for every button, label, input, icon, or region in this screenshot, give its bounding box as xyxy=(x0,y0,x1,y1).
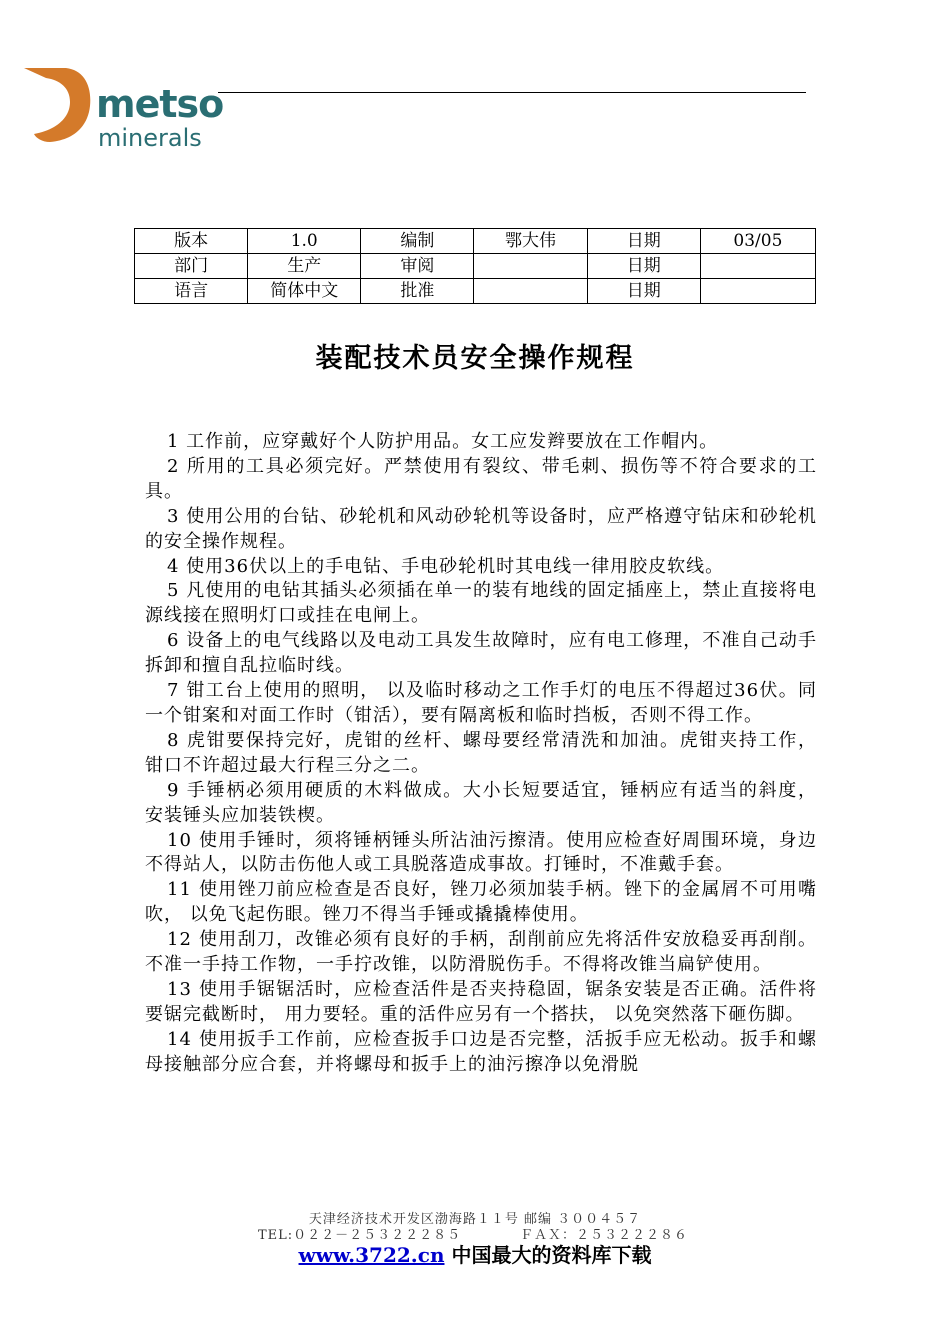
footer-slogan: 中国最大的资料库下载 xyxy=(444,1243,652,1267)
meta-cell: 日期 xyxy=(587,279,700,304)
meta-cell: 简体中文 xyxy=(248,279,361,304)
footer-site-link[interactable]: www.3722.cn xyxy=(298,1243,445,1267)
meta-cell: 批准 xyxy=(361,279,474,304)
meta-cell: 语言 xyxy=(135,279,248,304)
meta-cell xyxy=(474,254,587,279)
document-body xyxy=(145,430,817,1078)
meta-cell: 日期 xyxy=(587,254,700,279)
rule-paragraph: 8 虎钳要保持完好，虎钳的丝杆、螺母要经常清洗和加油。虎钳夹持工作， 钳口不许超过最大行程三分之二。 xyxy=(145,729,817,776)
rule-paragraph: 13 使用手锯锯活时，应检查活件是否夹持稳固，锯条安装是否正确。活件将要锯完截断时， 用力要轻。重的活件应另有一个搭扶， 以免突然落下砸伤脚。 xyxy=(145,978,817,1025)
rule-paragraph: 10 使用手锤时，须将锤柄锤头所沾油污擦清。使用应检查好周围环境，身边不得站人，以防击伤他人或工具脱落造成事故。打锤时，不准戴手套。 xyxy=(145,829,817,876)
header-rule xyxy=(218,92,806,93)
rule-paragraph: 11 使用锉刀前应检查是否良好，锉刀必须加装手柄。锉下的金属屑不可用嘴吹， 以免飞起伤眼。锉刀不得当手锤或撬撬棒使用。 xyxy=(145,879,817,926)
meta-row xyxy=(135,229,816,254)
logo-word-minerals: minerals xyxy=(98,124,202,152)
meta-cell: 编制 xyxy=(361,229,474,254)
meta-cell xyxy=(700,279,815,304)
meta-cell: 03/05 xyxy=(700,229,815,254)
rule-paragraph: 6 设备上的电气线路以及电动工具发生故障时，应有电工修理，不准自己动手拆卸和擅自乱拉临时线。 xyxy=(145,630,817,677)
meta-cell xyxy=(700,254,815,279)
rule-paragraph: 12 使用刮刀，改锥必须有良好的手柄，刮削前应先将活件安放稳妥再刮削。不准一手持工作物，一手拧改锥，以防滑脱伤手。不得将改锥当扁铲使用。 xyxy=(145,929,817,976)
footer-fax: ＦＡＸ：２５３２２２８６ xyxy=(520,1228,689,1243)
rule-paragraph: 3 使用公用的台钻、砂轮机和风动砂轮机等设备时，应严格遵守钻床和砂轮机的安全操作规程。 xyxy=(145,505,817,552)
metso-logo-mark-icon xyxy=(22,66,94,146)
meta-cell: 日期 xyxy=(587,229,700,254)
rule-paragraph: 2 所用的工具必须完好。严禁使用有裂纹、带毛刺、损伤等不符合要求的工具。 xyxy=(145,455,817,502)
meta-cell: 部门 xyxy=(135,254,248,279)
footer-address: 天津经济技术开发区渤海路１１号 邮编 ３００４５７ xyxy=(308,1212,642,1227)
meta-cell: 鄂大伟 xyxy=(474,229,587,254)
rule-paragraph: 9 手锤柄必须用硬质的木料做成。大小长短要适宜，锤柄应有适当的斜度， 安装锤头应加装铁楔。 xyxy=(145,779,817,826)
rule-paragraph: 14 使用扳手工作前，应检查扳手口边是否完整，活扳手应无松动。扳手和螺母接触部分应合套，并将螺母和扳手上的油污擦净以免滑脱 xyxy=(145,1028,817,1075)
meta-row xyxy=(135,279,816,304)
metso-logo xyxy=(22,66,232,156)
document-title: 装配技术员安全操作规程 xyxy=(315,343,635,374)
meta-cell: 1.0 xyxy=(248,229,361,254)
footer-banner xyxy=(0,1239,950,1268)
meta-cell: 审阅 xyxy=(361,254,474,279)
footer-tel: TEL:０２２－２５３２２２８５ xyxy=(258,1228,462,1243)
rule-paragraph: 4 使用36伏以上的手电钻、手电砂轮机时其电线一律用胶皮软线。 xyxy=(167,555,725,577)
meta-cell: 版本 xyxy=(135,229,248,254)
logo-word-metso: metso xyxy=(96,82,224,126)
document-meta-table xyxy=(134,228,816,304)
rule-paragraph: 5 凡使用的电钻其插头必须插在单一的装有地线的固定插座上，禁止直接将电源线接在照明灯口或挂在电闸上。 xyxy=(145,580,817,627)
rule-paragraph: 7 钳工台上使用的照明， 以及临时移动之工作手灯的电压不得超过36伏。同一个钳案和对面工作时（钳活），要有隔离板和临时挡板，否则不得工作。 xyxy=(145,680,817,726)
rule-paragraph: 1 工作前，应穿戴好个人防护用品。女工应发辫要放在工作帽内。 xyxy=(167,431,719,452)
meta-row xyxy=(135,254,816,279)
meta-cell: 生产 xyxy=(248,254,361,279)
meta-cell xyxy=(474,279,587,304)
